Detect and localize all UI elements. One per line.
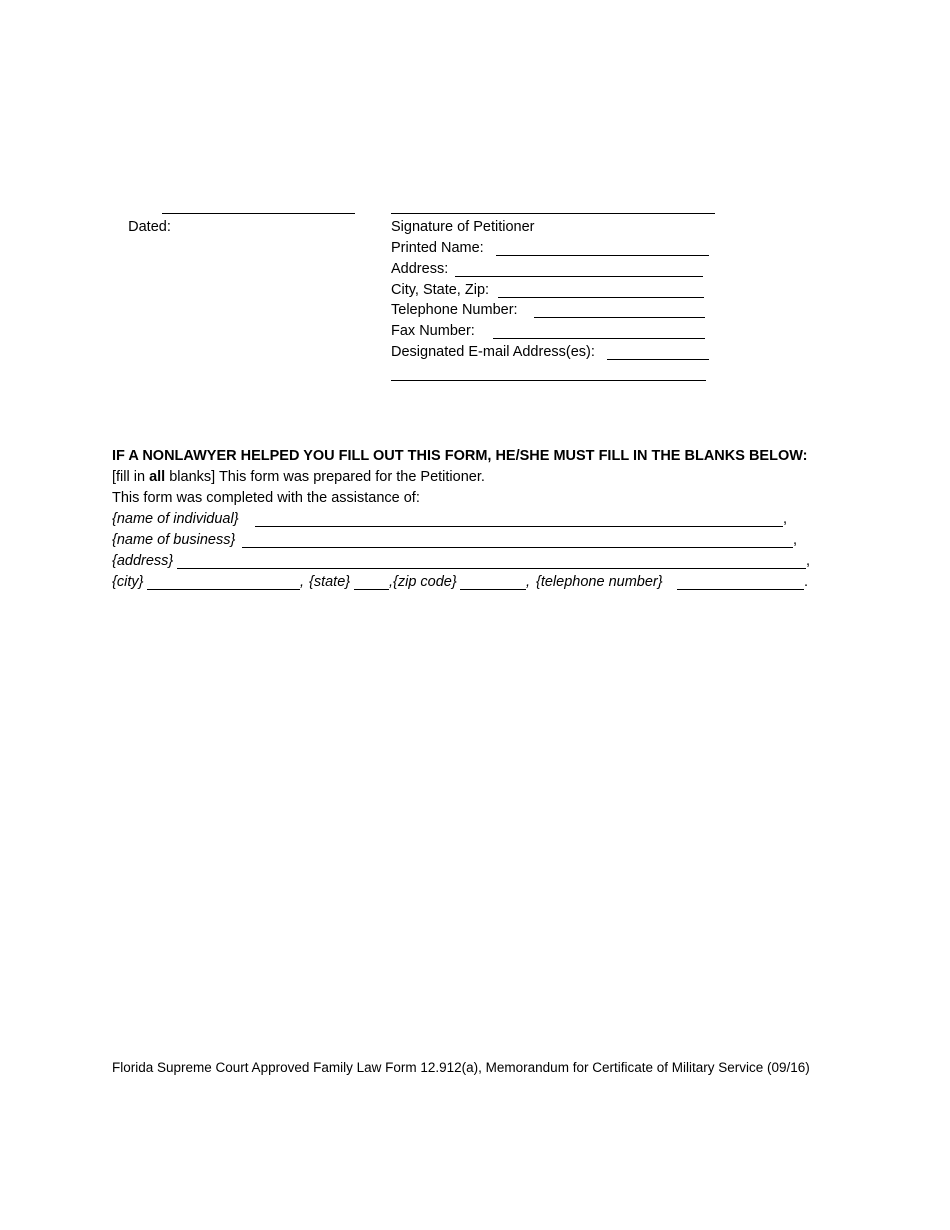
email-label: Designated E-mail Address(es): xyxy=(391,344,595,360)
state-field-label: {state} xyxy=(309,574,351,590)
telephone-label: Telephone Number: xyxy=(391,302,518,318)
comma: , xyxy=(300,574,305,590)
city-field-label: {city} xyxy=(112,574,144,590)
name-of-individual-label: {name of individual} xyxy=(112,511,239,527)
nonlawyer-instruction xyxy=(112,467,485,488)
form-footer: Florida Supreme Court Approved Family Law Form 12.912(a), Memorandum for Certificate of Military Service (09/16) xyxy=(112,1060,810,1075)
email-blank-2[interactable] xyxy=(391,380,706,381)
period: . xyxy=(804,574,809,590)
instruction-prefix: [fill in xyxy=(112,469,150,485)
dated-blank[interactable] xyxy=(162,213,355,214)
state-field-blank[interactable] xyxy=(354,589,389,590)
comma: , xyxy=(793,532,798,548)
telephone-field-blank[interactable] xyxy=(677,589,804,590)
nonlawyer-heading: IF A NONLAWYER HELPED YOU FILL OUT THIS FORM, HE/SHE MUST FILL IN THE BLANKS BELOW: xyxy=(112,448,808,464)
city-field-blank[interactable] xyxy=(147,589,300,590)
city-state-zip-label: City, State, Zip: xyxy=(391,282,490,298)
name-of-individual-blank[interactable] xyxy=(255,526,783,527)
address-blank[interactable] xyxy=(455,276,703,277)
email-blank[interactable] xyxy=(607,359,709,360)
printed-name-label: Printed Name: xyxy=(391,240,484,256)
address-label: Address: xyxy=(391,261,449,277)
name-of-business-blank[interactable] xyxy=(242,547,793,548)
signature-blank[interactable] xyxy=(391,213,715,214)
comma: , xyxy=(806,553,811,569)
telephone-blank[interactable] xyxy=(534,317,705,318)
fax-blank[interactable] xyxy=(493,338,705,339)
comma: , xyxy=(526,574,531,590)
signature-caption: Signature of Petitioner xyxy=(391,219,535,235)
telephone-field-label: {telephone number} xyxy=(536,574,663,590)
address-field-blank[interactable] xyxy=(177,568,806,569)
instruction-bold: all xyxy=(149,469,166,485)
city-state-zip-blank[interactable] xyxy=(498,297,704,298)
printed-name-blank[interactable] xyxy=(496,255,709,256)
dated-label: Dated: xyxy=(128,219,171,235)
instruction-suffix: blanks] This form was prepared for the Petitioner. xyxy=(165,469,485,485)
fax-label: Fax Number: xyxy=(391,323,475,339)
assistance-text: This form was completed with the assistance of: xyxy=(112,490,420,506)
name-of-business-label: {name of business} xyxy=(112,532,236,548)
comma: , xyxy=(783,511,788,527)
comma: , xyxy=(389,574,394,590)
zip-field-label: {zip code} xyxy=(393,574,457,590)
zip-field-blank[interactable] xyxy=(460,589,526,590)
address-field-label: {address} xyxy=(112,553,174,569)
